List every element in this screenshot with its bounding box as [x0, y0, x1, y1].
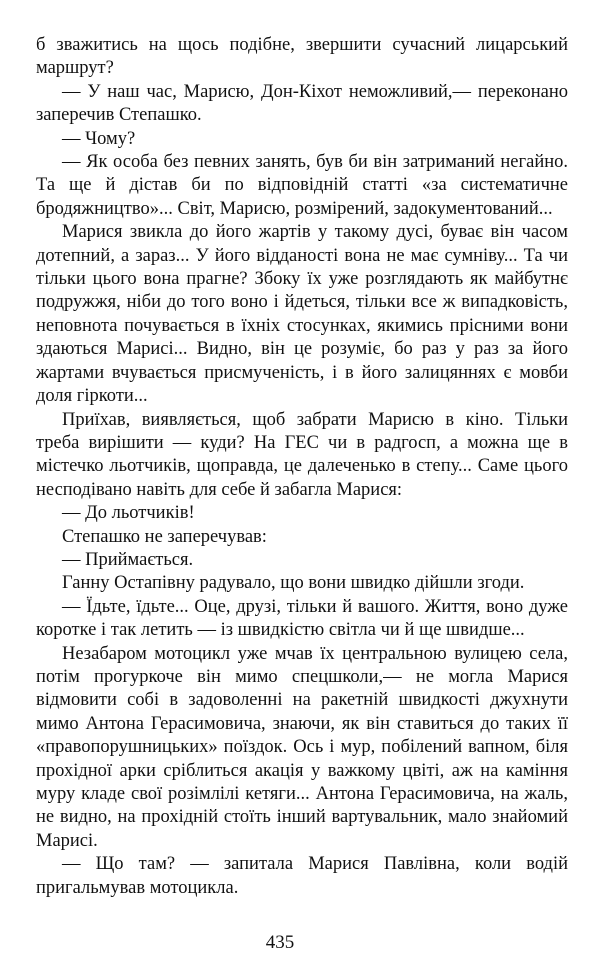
- paragraph: б зважитись на щось подібне, звершити сучасний лицарський маршрут?: [36, 35, 568, 79]
- paragraph: Незабаром мотоцикл уже мчав їх центральною вулицею села, потім прогуркоче він мимо спецшколи,— не могла Марися відмовити собі в задоволенні на ракетній швидкості джухнути мимо Антона Герасимовича, знаючи, як він ставиться до таких її «правопорушницьких» поїздок. Ось і мур, побілений вапном, біля прохідної арки сріблиться акація у важкому цвіті, аж на каміння муру кладе свої розімлілі кетяги... Антона Герасимовича, на жаль, не видно, на прохідній стоїть інший вартувальник, мало знайомий Марисі.: [36, 643, 568, 851]
- paragraph: — Їдьте, їдьте... Оце, друзі, тільки й вашого. Життя, воно дуже коротке і так летить — із швидкістю світла чи й ще швидше...: [36, 596, 568, 641]
- page-number: 435: [265, 932, 295, 953]
- paragraph: Приїхав, виявляється, щоб забрати Марисю в кіно. Тільки треба вирішити — куди? На ГЕС чи в радгосп, а можна ще в містечко льотчиків, щоправда, це далеченько в степу... Саме цього несподівано навіть для себе й забагла Марися:: [36, 409, 568, 500]
- paragraph: — У наш час, Марисю, Дон-Кіхот неможливий,— переконано заперечив Степашко.: [36, 81, 568, 126]
- paragraph: — Як особа без певних занять, був би він затриманий негайно. Та ще й дістав би по відповідній статті «за систематичне бродяжництво»... Світ, Марисю, розмірений, задокументований...: [36, 152, 568, 219]
- page-text: [36, 34, 568, 900]
- paragraph: — Що там? — запитала Марися Павлівна, коли водій пригальмував мотоцикла.: [36, 854, 568, 898]
- paragraph: Степашко не заперечував:: [62, 526, 267, 547]
- paragraph: — Чому?: [62, 128, 136, 149]
- paragraph: — Приймається.: [62, 549, 194, 570]
- paragraph: Марися звикла до його жартів у такому дусі, буває він часом дотепний, а зараз... У його відданості вона не має сумніву... Та чи тільки цього вона прагне? Збоку їх уже розглядають як майбутнє подружжя, ніби до того воно і йдеться, тільки все ж випадковість, неповнота почувається в їхніх стосунках, якимись прісними вони здаються Марисі... Видно, він це розуміє, бо раз у раз за його жартами вчувається присмученість, і в його залицяннях є мовби доля гіркоти...: [36, 222, 568, 407]
- paragraph: Ганну Остапівну радувало, що вони швидко дійшли згоди.: [62, 573, 525, 594]
- paragraph: — До льотчиків!: [62, 503, 195, 524]
